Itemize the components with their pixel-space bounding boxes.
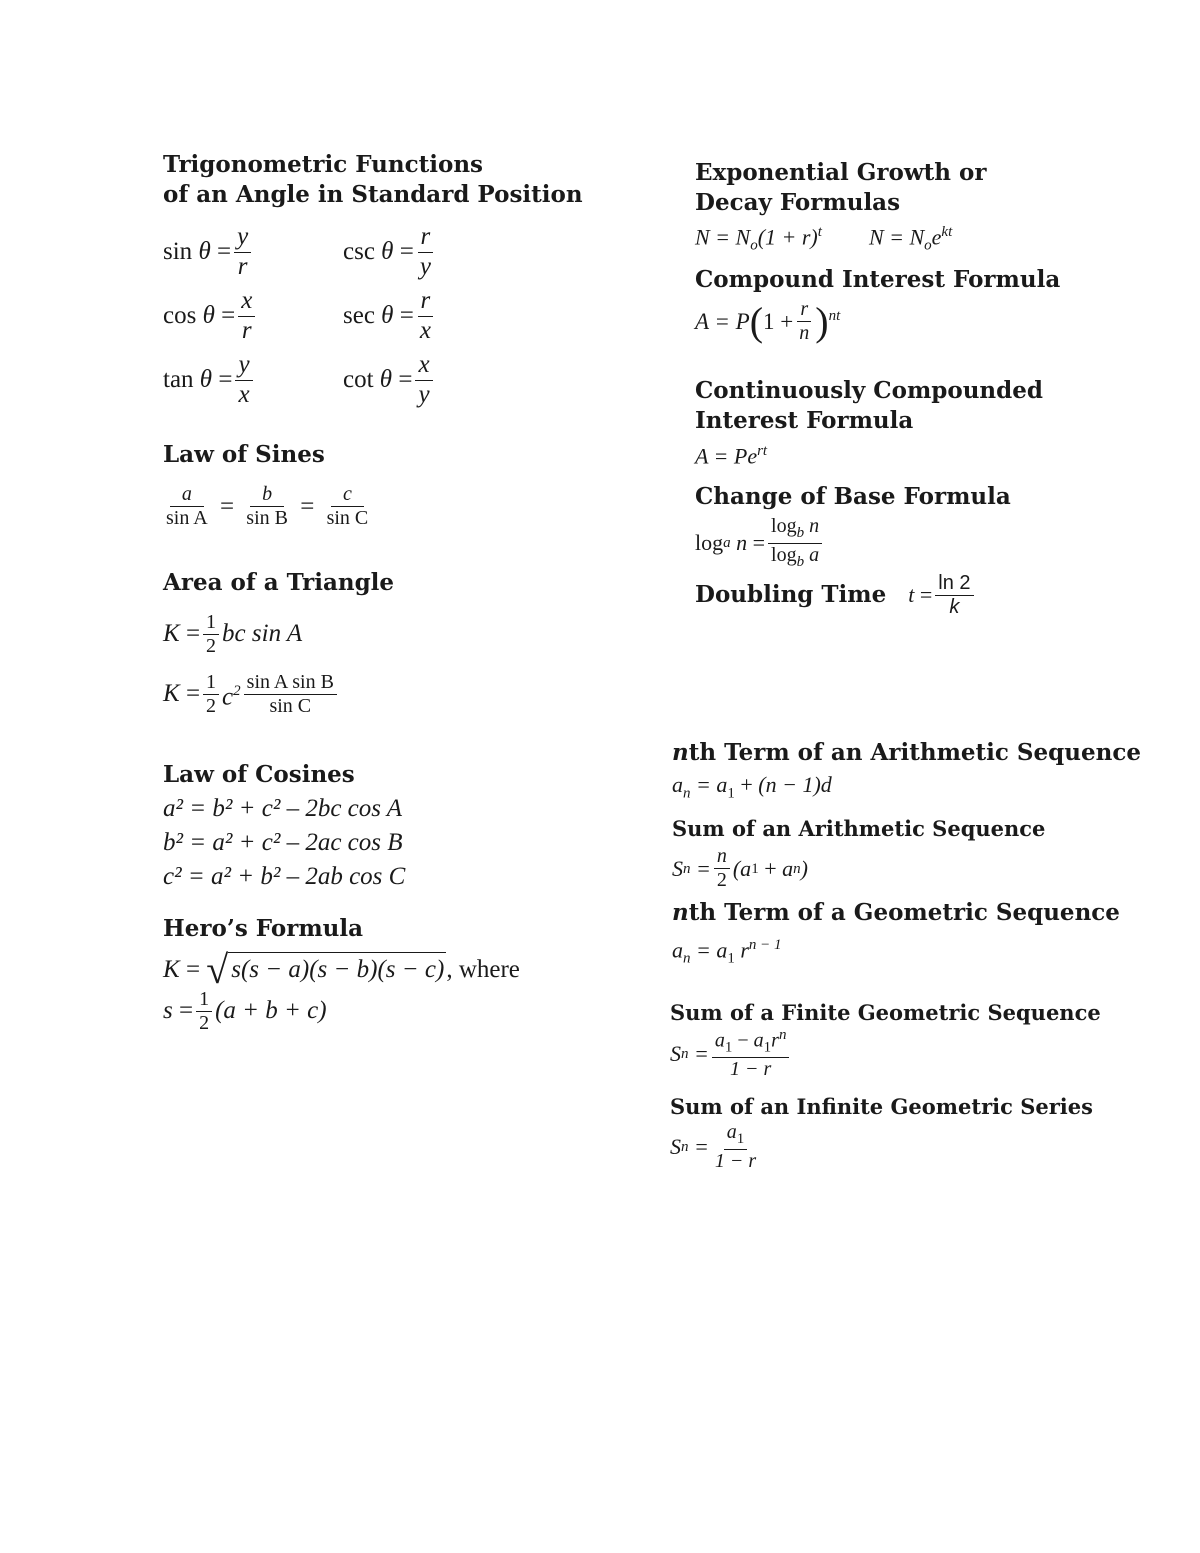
- frac-den: x: [419, 316, 431, 344]
- compound-exp: nt: [828, 308, 841, 324]
- fn-name: sin: [163, 238, 193, 265]
- frac-den: r: [241, 316, 252, 344]
- frac-num: r: [418, 288, 434, 316]
- exponential-formulas: [695, 218, 986, 260]
- cot-formula: cot θ = $\frac{x}{y}$: [343, 352, 523, 408]
- area-formula-1: K = $\frac{1}{2}$ bc sin A: [163, 610, 303, 657]
- trig-row: [163, 220, 623, 284]
- frac-den: sin B: [246, 507, 288, 529]
- cb-lhs-sub: a: [723, 535, 731, 552]
- frac-den: sin A: [166, 507, 208, 529]
- cb-lhs: log: [695, 530, 724, 556]
- arith-sum-section: [672, 814, 1045, 891]
- change-base-formula: log a n = $\frac{\log_b n}{\log_b a}$: [695, 516, 1011, 571]
- exp-f2-rest: e: [931, 224, 942, 250]
- continuous-section: [695, 376, 1043, 471]
- area-triangle-section: [163, 568, 394, 726]
- geo-infinite-formula: S n = $\frac{a_1}{1 - r}$: [670, 1122, 1093, 1172]
- geo-nth-section: [672, 898, 1120, 976]
- cb-num: log: [771, 515, 797, 537]
- geo-nth-heading: [672, 898, 1120, 928]
- frac-num: sin A sin B: [244, 672, 337, 695]
- doubling-label: Doubling Time: [695, 581, 887, 608]
- area-formula-1-rest: bc sin A: [222, 620, 303, 647]
- frac-den: r: [237, 252, 248, 280]
- exp-f2-sup: kt: [941, 224, 953, 240]
- law-of-sines-heading: Law of Sines: [163, 441, 325, 468]
- heros-s-rest: (a + b + c): [215, 997, 327, 1024]
- arith-sum-formula: S n = $\frac{n}{2}$ (a 1 + a n ): [672, 845, 808, 891]
- heading-rest: th Term of a Geometric Sequence: [688, 899, 1120, 926]
- cosines-line: b² = a² + c² – 2ac cos B: [163, 829, 403, 856]
- exponential-heading-line1: Exponential Growth or: [695, 159, 987, 186]
- frac-num: r: [797, 299, 811, 322]
- arith-nth-formula: $a_n = a_1 + (n - 1)d$: [672, 772, 832, 802]
- frac-num: x: [415, 352, 432, 380]
- trig-functions-section: [163, 150, 623, 412]
- geo-nth-formula: $a_n = a_1$ $r^{n - 1}$: [672, 937, 782, 967]
- doubling-var: t: [908, 582, 915, 607]
- fn-name: sec: [343, 302, 375, 329]
- exp-f1-sup: t: [817, 224, 822, 240]
- geo-nth-sup: n − 1: [748, 937, 782, 953]
- frac-num: c: [331, 484, 364, 507]
- frac-den: sin C: [269, 694, 312, 717]
- cb-den: log: [771, 543, 797, 566]
- continuous-sup: rt: [757, 443, 768, 459]
- arith-sum-heading: Sum of an Arithmetic Sequence: [672, 816, 1046, 841]
- geo-finite-formula: S n = $\frac{a_1 - a_1r^n}{1 - r}$: [670, 1028, 1101, 1080]
- heros-formula-section: [163, 914, 520, 1035]
- fn-name: tan: [163, 366, 194, 393]
- fn-name: cos: [163, 302, 197, 329]
- compound-interest-section: [695, 265, 1060, 344]
- area-formula-2: K = $\frac{1}{2}$ $c^2$ $\frac{\text{sin A sin B}}{\text{sin C}}$: [163, 662, 394, 726]
- frac-num: y: [234, 224, 251, 252]
- frac-num: x: [238, 288, 255, 316]
- cb-den-var: a: [809, 543, 820, 566]
- continuous-heading-line2: Interest Formula: [695, 407, 914, 434]
- sin-formula: sin θ = $\frac{y}{r}$: [163, 224, 343, 280]
- heading-italic: n: [672, 739, 689, 766]
- doubling-time: Doubling Time t = $\frac{\ln 2}{k}$: [695, 573, 1011, 618]
- geo-infinite-heading: Sum of an Infinite Geometric Series: [670, 1094, 1093, 1119]
- frac-den: y: [419, 252, 431, 280]
- cb-den-sub: b: [796, 553, 805, 570]
- frac-den: sin C: [326, 507, 369, 529]
- change-base-heading: Change of Base Formula: [695, 483, 1011, 510]
- frac-num: b: [250, 484, 284, 507]
- trig-row: [163, 284, 623, 348]
- exp-f1: N = N: [695, 224, 751, 250]
- continuous-lhs: A = Pe: [695, 443, 758, 469]
- continuous-formula: [695, 436, 1043, 471]
- tan-formula: tan θ = $\frac{y}{x}$: [163, 352, 343, 408]
- arith-nth-heading: [672, 738, 1141, 768]
- frac-den: y: [418, 380, 430, 408]
- frac-den: 1 − r: [730, 1058, 772, 1081]
- law-of-cosines-heading: Law of Cosines: [163, 761, 355, 788]
- fn-name: cot: [343, 366, 374, 393]
- law-of-sines-section: [163, 440, 374, 529]
- cb-lhs-var: n: [736, 530, 748, 556]
- continuous-heading-line1: Continuously Compounded: [695, 377, 1043, 404]
- arith-nth-section: [672, 738, 1141, 810]
- heros-radicand: s(s − a)(s − b)(s − c): [228, 952, 446, 987]
- heros-s-formula: s = $\frac{1}{2}$ (a + b + c): [163, 987, 327, 1034]
- fn-name: csc: [343, 238, 375, 265]
- cb-num-var: n: [809, 515, 820, 537]
- sec-formula: sec θ = $\frac{r}{x}$: [343, 288, 523, 344]
- geo-infinite-section: [670, 1092, 1093, 1172]
- area-heading: Area of a Triangle: [163, 569, 395, 596]
- cosines-line: c² = a² + b² – 2ab cos C: [163, 863, 406, 890]
- frac-den: x: [238, 380, 250, 408]
- compound-heading: Compound Interest Formula: [695, 266, 1061, 293]
- arith-nth-rest: (n − 1)d: [758, 772, 832, 797]
- cb-num-sub: b: [796, 525, 805, 541]
- heading-italic: n: [672, 899, 689, 926]
- law-of-sines-formula: $\frac{a}{\text{sin A}}$ = $\frac{b}{\text{sin B}}$ = $\frac{c}{\text{sin C}}$: [163, 484, 374, 529]
- compound-formula: A = P ( 1 + $\frac{r}{n}$ ) $^{nt}$: [695, 298, 841, 344]
- frac-den: n: [799, 322, 810, 344]
- geo-finite-heading: Sum of a Finite Geometric Sequence: [670, 1000, 1101, 1025]
- geo-finite-section: [670, 998, 1101, 1080]
- cos-formula: cos θ = $\frac{x}{r}$: [163, 288, 343, 344]
- heros-formula: K = √ s(s − a)(s − b)(s − c) , where: [163, 946, 520, 992]
- frac-den: 2: [716, 869, 727, 891]
- exp-f2: N = N: [868, 224, 925, 250]
- change-base-section: [695, 482, 1011, 618]
- exponential-heading-line2: Decay Formulas: [695, 189, 901, 216]
- exp-f2-sub: o: [924, 237, 932, 254]
- heros-where: , where: [446, 955, 520, 983]
- frac-num: a: [170, 484, 204, 507]
- trig-row: [163, 348, 623, 412]
- trig-heading-line1: Trigonometric Functions: [163, 151, 483, 178]
- exponential-section: [695, 158, 986, 260]
- frac-num: n: [714, 846, 730, 869]
- exp-f1-sub: o: [750, 237, 758, 254]
- heading-rest: th Term of an Arithmetic Sequence: [688, 739, 1141, 766]
- csc-formula: csc θ = $\frac{r}{y}$: [343, 224, 523, 280]
- exp-f1-rest: (1 + r): [757, 224, 818, 250]
- frac-num: r: [418, 224, 434, 252]
- frac-den: 1 − r: [714, 1149, 757, 1172]
- trig-heading-line2: of an Angle in Standard Position: [163, 181, 583, 208]
- frac-den: k: [949, 595, 960, 618]
- cosines-line: a² = b² + c² – 2bc cos A: [163, 795, 403, 822]
- law-of-cosines-section: [163, 760, 405, 894]
- heros-heading: Hero’s Formula: [163, 915, 364, 942]
- compound-lhs: A = P: [695, 308, 750, 334]
- frac-num: ln 2: [935, 573, 973, 596]
- frac-num: y: [235, 352, 252, 380]
